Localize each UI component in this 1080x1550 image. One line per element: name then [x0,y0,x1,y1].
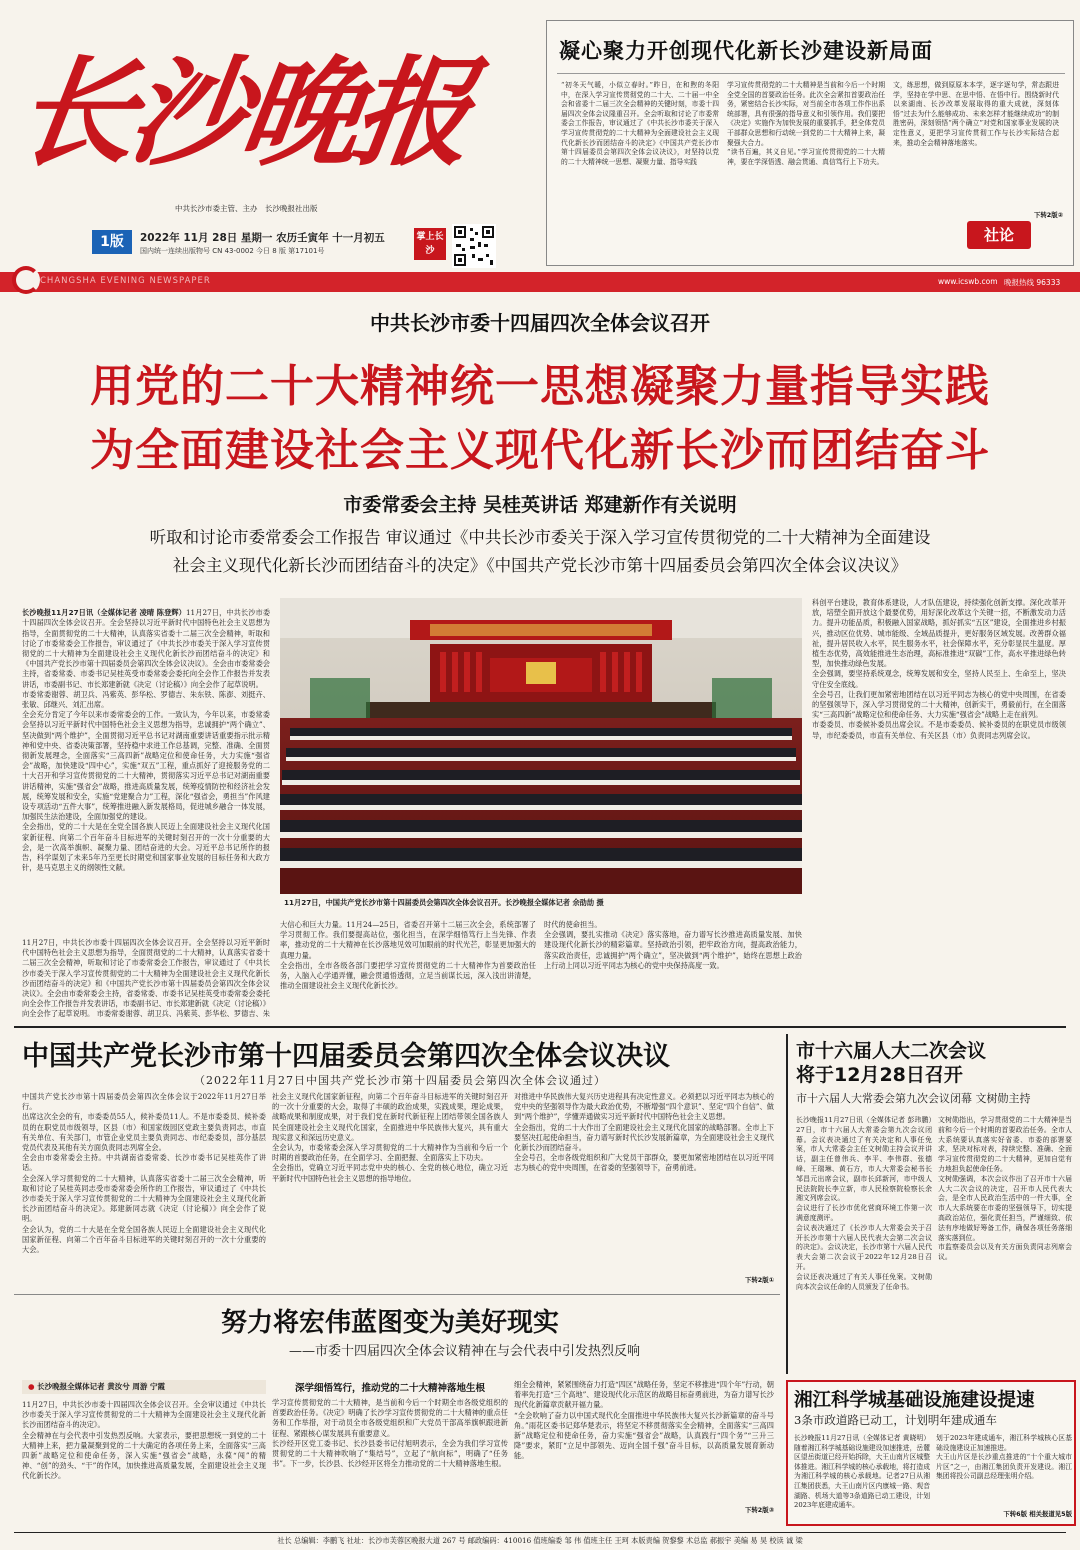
lead-col-left-bottom [22,938,270,1020]
science-city-subtitle: 3条市政道路已动工，计划明年建成通车 [794,1413,997,1427]
lead-kicker: 中共长沙市委十四届四次全体会议召开 [370,311,710,335]
editorial-col-1: “初冬天气暖，小似立春时。”昨日，在和煦的冬阳中，在深入学习宣传贯彻党的二十大、二十届一中全会和省委十二届三次全会精神的关键时刻，市委十四届四次全体会议隆重召开。全会听取和讨论了市委常委会工作报告，审议通过了《中共长沙市委关于深入学习宣传贯彻党的二十大精神为全面建设社会主义现代化新长沙而团结奋斗的决定》《中国共产党长沙市第十四届委员会第四次全体会议决议》，对坚持以党的二十大精神统一思想、凝聚力量、指导实践 [561,81,719,166]
section-divider [14,1026,1066,1028]
resolution-subtitle: （2022年11月27日中国共产党长沙市第十四届委员会第四次全体会议通过） [194,1074,606,1087]
lead-body-left-continued: 11月27日，中共长沙市委十四届四次全体会议召开。全会坚持以习近平新时代中国特色社会主义思想为指导，全面贯彻党的二十大精神，认真落实省委十二届三次全会精神，听取和讨论了市委常委会工作报告，审议通过了《中共长沙市委关于深入学习宣传贯彻党的二十大精神为全面建设社会主义现代化新长沙而团结奋斗的决定》和《中国共产党长沙市第十四届委员会第四次全体会议决议》。全会由市委常委会主持，省委常委、市委书记吴桂英受市委常委会委托向全会作工作报告并发表讲话，市委副书记、市长郑建新就《决定（讨论稿）》向全会作了起草说明。 市委常委谢蓉、胡卫兵、冯紫英、彭华松、罗德吉、朱 [22,938,270,1019]
npc-title-1: 市十六届人大二次会议 [796,1040,987,1062]
science-city-col-2: 划于2023年建成通车，湘江科学城核心区基础设施建设正加速推进。 大王山片区是长沙重点推进的“十个重大城市片区”之一，由湘江集团负责开发建设。湘江集团将投公司副总经理张明介绍。 [936,1434,1072,1481]
editorial-title: 凝心聚力开创现代化新长沙建设新局面 [559,38,933,63]
science-city-jump-2: 相关报道见5版 [1029,1510,1072,1518]
science-city-title: 湘江科学城基础设施建设提速 [794,1390,1035,1411]
footer-rule [14,1532,1066,1533]
lead-deck-2: 社会主义现代化新长沙而团结奋斗的决定》《中国共产党长沙市第十四届委员会第四次全体会议决议》 [172,556,908,575]
lead-col-left [22,598,270,936]
brand-tag: 掌上长沙 [414,228,446,260]
resolution-col-1: 中国共产党长沙市第十四届委员会第四次全体会议于2022年11月27日举行。 出席这次全会的有，市委委员55人，候补委员11人。不是市委委员、候补委员的在职党员市级领导，区县（市）和国家级园区党政主要负责同志，市直有关单位、有关部门，市管企业党员主要负责同志、市纪委委员，部分基层党员代表及其他有关方面负责同志列席全会。 全会由市委常委会主持。中共湖南省委常委、长沙市委书记吴桂英作了讲话。 全会深入学习贯彻党的二十大精神，认真落实省委十二届三次全会精神，听取和讨论了吴桂英同志受市委常委会所作的工作报告，审议通过了《中共长沙市委关于深入学习宣传贯彻党的二十大精神为全面建设社会主义现代化新长沙而团结奋斗的决定》。郑建新同志就《决定（讨论稿）》向全会作了说明。 全会认为，党的二十大是在全党全国各族人民迈上全面建设社会主义现代化国家新征程、向第二个百年奋斗目标进军的关键时刻召开的一次十分重要的大会。 [22,1092,266,1255]
science-city-box [786,1380,1076,1526]
npc-col-1: 长沙晚报11月27日讯（全媒体记者 彭玮鹏）27日，市十六届人大常委会第九次会议闭幕。会议表决通过了有关决定和人事任免案，市人大常委会主任文树勋主持会议并讲话，副主任曾伟兵、李平、李伟群、张德峰、王瑞琳、黄石方，市人大常委会秘书长邹昌元出席会议，副市长邱新河，市中级人民法院院长李立新，市人民检察院检察长余湘文列席会议。 会议进行了长沙市优化营商环境工作第一次满意度测评。 会议表决通过了《长沙市人大常委会关于召开长沙市第十六届人民代表大会第二次会议的决定》。会议决定，长沙市第十六届人民代表大会第二次会议于2022年12月28日召开。 会议还表决通过了有关人事任免案。文树勋向本次会议任命的人员颁发了任命书。 [796,1116,932,1291]
science-city-jump-1: 下转6版 [1003,1510,1027,1518]
masthead-swirl-icon [12,266,40,294]
response-mid-heading: 深学细悟笃行，推动党的二十大精神落地生根 [294,1383,485,1394]
issn-line: 国内统一连续出版物号 CN 43-0002 今日 8 版 第17101号 [140,247,325,255]
response-col-2: 学习宣传贯彻党的二十大精神，是当前和今后一个时期全市各级党组织的首要政治任务。《决定》明确了长沙学习宣传贯彻党的二十大精神的重点任务和工作举措，对于动员全市各级党组织和广大党员干部高举旗帜跟进新征程、紧跟核心谋发展具有重要意义。 长沙经开区党工委书记、长沙县委书记付旭明表示，全会为我们学习宣传贯彻党的二十大精神吹响了“集结号”，立起了“航向标”，明确了“任务书”。下一步，长沙县、长沙经开区将全力推动党的二十大精神落地生根。 [272,1398,508,1469]
editorial-jump: 下转2版② [1033,211,1063,219]
masthead [0,0,1080,287]
lead-subhead: 市委常委会主持 吴桂英讲话 郑建新作有关说明 [343,494,737,516]
resolution-col-2: 社会主义现代化国家新征程，向第二个百年奋斗目标进军的关键时刻召开的一次十分重要的大会，取得了丰硕的政治成果，实践成果，理论成果，战略成果和制度成果，对于我们党在新时代新征程上团结带领全国各族人民全面建设社会主义现代化国家，全面推进中华民族伟大复兴，具有重大现实意义和深远历史意义。 全会认为，市委常委会深入学习贯彻党的二十大精神作为当前和今后一个时期的首要政治任务，在全面学习、全面把握、全面落实上下功夫。 全会指出，党确立习近平同志党中央的核心、全党的核心地位，确立习近平新时代中国特色社会主义思想的指导地位。 [272,1092,508,1183]
editorial-box [546,20,1074,266]
response-byline [22,1380,266,1394]
lead-photo [280,598,802,894]
footer-line: 社长 总编辑：李鹏飞 社址：长沙市芙蓉区晚报大道 267 号 邮政编码：410016 值班编委 邹 伟 值班主任 王珂 本版责编 贺黎黎 术总监 郝振宇 美编 易 昊 校读 诚 梁 [277,1536,803,1545]
lead-col-mid2: 时代的使命担当。 全会强调，要扎实推动《决定》落实落地，奋力谱写长沙推进高质量发展、加快建设现代化新长沙的精彩篇章。坚持政治引领，把牢政治方向，提高政治能力，落实政治责任，忠诚拥护“两个确立”，坚决做到“两个维护”，始终在思想上政治上行动上同以习近平同志为核心的党中央保持高度一致。 [544,920,802,970]
response-byline-text: 长沙晚报全媒体记者 黄汝兮 周游 宁霞 [37,1382,166,1391]
editorial-rule [557,73,1065,74]
lead-headline-2: 为全面建设社会主义现代化新长沙而团结奋斗 [90,425,990,476]
editorial-col-3: 文，练思想，做到原原本本学，逐字逐句学，常态跟进学，坚持在学中思、在思中悟、在悟中行。围绕新时代以来湖南、长沙改革发展取得的重大成就，深刻体悟“过去为什么能够成功、未来怎样才能继续成功”的制胜密码，深刻领悟“两个确立”对党和国家事业发展的决定性意义，更把学习宣传贯彻工作与长沙实际结合起来，推动全会精神落地落实。 [893,81,1059,147]
editorial-col-2: 学习宣传贯彻党的二十大精神是当前和今后一个时期全党全国的首要政治任务。此次全会紧扣首要政治任务，紧密结合长沙实际，对当前全市各项工作作出系统部署，具有很强的指导意义和引领作用。我们要把《决定》实施作为加快发展的重要抓手，把全体党员干部群众思想和行动统一到党的二十大精神上来，凝聚强大合力。 “读书百遍，其义自见。”学习宣传贯彻党的二十大精神，要在学深悟透、融会贯通、真信笃行上下功夫。 [727,81,885,166]
lead-headline-1: 用党的二十大精神统一思想凝聚力量指导实践 [90,361,990,412]
lead-photo-caption: 11月27日，中国共产党长沙市第十四届委员会第四次全体会议召开。长沙晚报全媒体记者 余劭劼 摄 [284,898,604,907]
resolution-title: 中国共产党长沙市第十四届委员会第四次全体会议决议 [22,1041,670,1072]
response-col-3: 细全会精神，紧紧围绕奋力打造“四区”战略任务，坚定不移推进“四个年”行动，朝着率先打造“三个高地”、建设现代化示范区的战略目标奋勇前进，为奋力谱写长沙现代化新篇章贡献开福力量。 “全会吹响了奋力以中国式现代化全面推进中华民族伟大复兴长沙新篇章的奋斗号角。”雨花区委书记郑华楚表示，将坚定不移贯彻落实全会精神，全面落实“三高四新”战略定位和使命任务，奋力实施“强省会”战略，认真践行“四个务”“三升三降”要求，紧盯“立足中部领先、迈向全国千强”奋斗目标，以高质量发展育新动能。 [514,1380,774,1461]
response-subtitle: ——市委十四届四次全体会议精神在与会代表中引发热烈反响 [288,1344,640,1359]
resolution-jump: 下转2版① [744,1276,774,1284]
lead-deck-1: 听取和讨论市委常委会工作报告 审议通过《中共长沙市委关于深入学习宣传贯彻党的二十大精神为全面建设 [149,528,931,547]
science-city-col-1: 长沙晚报11月27日讯（全媒体记者 黄晓明）随着湘江科学城基础设施建设加速推进，岳麓区望岳街道已经开始拆除，大王山南片区城整体推进。湘江科学城的核心承载地，将打造成为湘江科学城的核心承载地。记者27日从湘江集团获悉，大王山南片区内康城一路、观音湖路、机场大道等3条道路已动工建设，计划2023年底建成通车。 [794,1434,930,1510]
editorial-badge [967,221,1031,249]
lead-body-left: 11月27日，中共长沙市委十四届四次全体会议召开。全会坚持以习近平新时代中国特色社会主义思想为指导，全面贯彻党的二十大精神，认真落实省委十二届三次全会精神，听取和讨论了市委常委会工作报告，审议通过了《中共长沙市委关于深入学习宣传贯彻党的二十大精神为全面建设社会主义现代化新长沙而团结奋斗的决定》和《中国共产党长沙市第十四届委员会第四次全体会议决议》。全会由市委常委会主持，省委常委、市委书记吴桂英受市委常委会委托向全会作工作报告并发表讲话，市委副书记、市长郑建新就《决定（讨论稿）》向全会作了起草说明。 市委常委谢蓉、胡卫兵、冯紫英、彭华松、罗德吉、朱东铁、陈澎、刘挺卉、张敏、邱继兴、刘汇出席。 全会充分肯定了今年以来市委常委会的工作。一致认为，今年以来，市委常委会坚持以习近平新时代中国特色社会主义思想为指导，忠诚拥护“两个确立”、坚决做到“两个维护”，全面贯彻习近平总书记对湖南重要讲话重要指示批示精神和党中央、省委决策部署，坚持稳中求进工作总基调，完整、准确、全面贯彻新发展理念，全面落实“三高四新”战略定位和使命任务，大力实施“强省会”战略，加快建设“四中心”，实施“双五”工程，重点抓好了迎接服务党的二十大召开和学习宣传贯彻党的二十大精神，贯彻落实习近平总书记对湖南重要讲话精神，实施“强省会”战略，推进高质量发展，统筹疫情防控和经济社会发展，统筹发展和安全，实施“党建聚合力”工程，深化“强省会，勇担当”作风建设专项活动“五件大事”，统筹推进融入新发展格局，促进城乡融合一体发展，加强民生法治建设，全面加强党的建设。 全会指出，党的二十大是在全党全国各族人民迈上全面建设社会主义现代化国家新征程、向第二个百年奋斗目标进军的关键时刻召开的一次十分重要的大会，是一次高举旗帜、凝聚力量、团结奋进的大会。习近平总书记所作的报告，科学谋划了未来5年乃至更长时期党和国家事业发展的目标任务和大政方针，是马克思主义的纲领性文献。 [22,608,270,873]
response-title: 努力将宏伟蓝图变为美好现实 [220,1308,559,1338]
website-link[interactable]: www.icswb.com [938,277,998,286]
resolution-col-3: 对推进中华民族伟大复兴历史进程具有决定性意义。必须把以习近平同志为核心的党中央的坚强领导作为最大政治优势，不断增强“四个意识”、坚定“四个自信”、做到“两个维护”，学懂弄通做实习近平新时代中国特色社会主义思想。 全会指出，党的二十大作出了全面建设社会主义现代化国家的战略部署。全市上下要坚决扛起使命担当，奋力谱写新时代长沙发展新篇章，为全面建设社会主义现代化新长沙而团结奋斗。 全会号召，全市各级党组织和广大党员干部群众，要更加紧密地团结在以习近平同志为核心的党中央周围，在省委的坚强领导下，奋勇前进。 [514,1092,774,1173]
lead-col-right: 科创平台建设，教育体系建设，人才队伍建设，持续强化创新支撑。深化改革开放，培塑全面开放这个最要优势，用好深化改革这个关键一招，不断激发动力活力。提升功能品质，积极融入国家战略，抓好抓实“五区”建设，全面推进乡村振兴，推动区位优势、城市能级、全域品质提升，更好服务区域发展。改善群众福祉，提升居民收入水平，民生服务水平，社会保障水平，充分彰显民生温度。厚植生态优势，高效能推进生态治理，高标准推进“双碳”工作，高水平推进绿色转型，加快推动绿色发展。 全会强调，要坚持系统观念，统筹发展和安全，坚持人民至上、生命至上，坚决守住安全底线。 全会号召，让我们更加紧密地团结在以习近平同志为核心的党中央周围，在省委的坚强领导下，深入学习贯彻党的二十大精神，创新实干，勇毅前行，在全面落实“三高四新”战略定位和使命任务、大力实施“强省会”战略上走在前列。 市委委员、市委候补委员出席会议。不是市委委员、候补委员的在职党员市级领导，市纪委委员，市直有关单位、有关区县（市）负责同志列席会议。 [812,598,1066,740]
npc-col-2: 文树勋指出，学习贯彻党的二十大精神是当前和今后一个时期的首要政治任务。全市人大系统要认真落实好省委、市委的部署要求，坚决对标对表，持续完整、准确、全面学习宣传贯彻党的二十大精神，更加自觉有力地担负起使命任务。 文树勋强调，本次会议作出了召开市十六届人大二次会议的决定，召开市人民代表大会，是全市人民政治生活中的一件大事，全市人大系统要在市委的坚强领导下，切实提高政治站位，强化责任担当，严谨细致、依法有序地做好筹备工作，确保各项任务落细落实落到位。 市监察委员会以及有关方面负责同志列席会议。 [938,1116,1072,1262]
sponsor-line: 中共长沙市委主管、主办 长沙晚报社出版 [175,204,318,213]
byline-dot-icon: ● [28,1382,35,1391]
newspaper-logo: 长沙晚报 [8,43,476,182]
editorial-badge-label: 社论 [983,226,1014,244]
qr-code-icon [452,224,496,268]
page-number-badge: 1版 [92,230,132,254]
english-name: CHANGSHA EVENING NEWSPAPER [40,276,211,286]
npc-title-2: 将于12月28日召开 [796,1064,963,1086]
response-col-1: 11月27日，中共长沙市委十四届四次全体会议召开。全会审议通过《中共长沙市委关于深入学习宣传贯彻党的二十大精神为全面建设社会主义现代化新长沙而团结奋斗的决定》。 全会精神在与会代表中引发热烈反响。大家表示，要把思想统一到党的二十大精神上来，把力量凝聚到党的二十大确定的各项任务上来，全面落实“三高四新”战略定位和使命任务，深入实施“强省会”战略，永葆“闯”的精神、“创”的劲头、“干”的作风，加快推进高质量发展，全面建设社会主义现代化新长沙。 [22,1400,266,1481]
hotline: 晚报热线 96333 [1004,278,1061,287]
npc-subtitle: 市十六届人大常委会第九次会议闭幕 文树勋主持 [796,1092,1031,1105]
lead-col-mid: 大信心和巨大力量。11月24—25日，省委召开第十二届三次全会，系统部署了学习贯彻工作。我们要提高站位，强化担当，在深学细悟笃行上当先锋、作表率，推动党的二十大精神在长沙落地见效可加眼前的时代光芒，彰显更加强大的真理力量。 全会指出，全市各级各部门要把学习宣传贯彻党的二十大精神作为首要政治任务，入脑入心学通弄懂，融会贯通悟透彻，立足当前谋长远，深入浅出讲清楚，推动全面建设社会主义现代化新长沙。 [280,920,536,991]
date-line: 2022年 11月 28日 星期一 农历壬寅年 十一月初五 [140,232,385,244]
response-jump: 下转2版③ [744,1506,774,1514]
science-city-jumps [936,1510,1072,1519]
npc-left-rule [786,1034,788,1374]
response-top-rule [14,1294,780,1295]
lead-byline: 长沙晚报11月27日讯（全媒体记者 凌晴 陈登辉） [22,608,186,618]
